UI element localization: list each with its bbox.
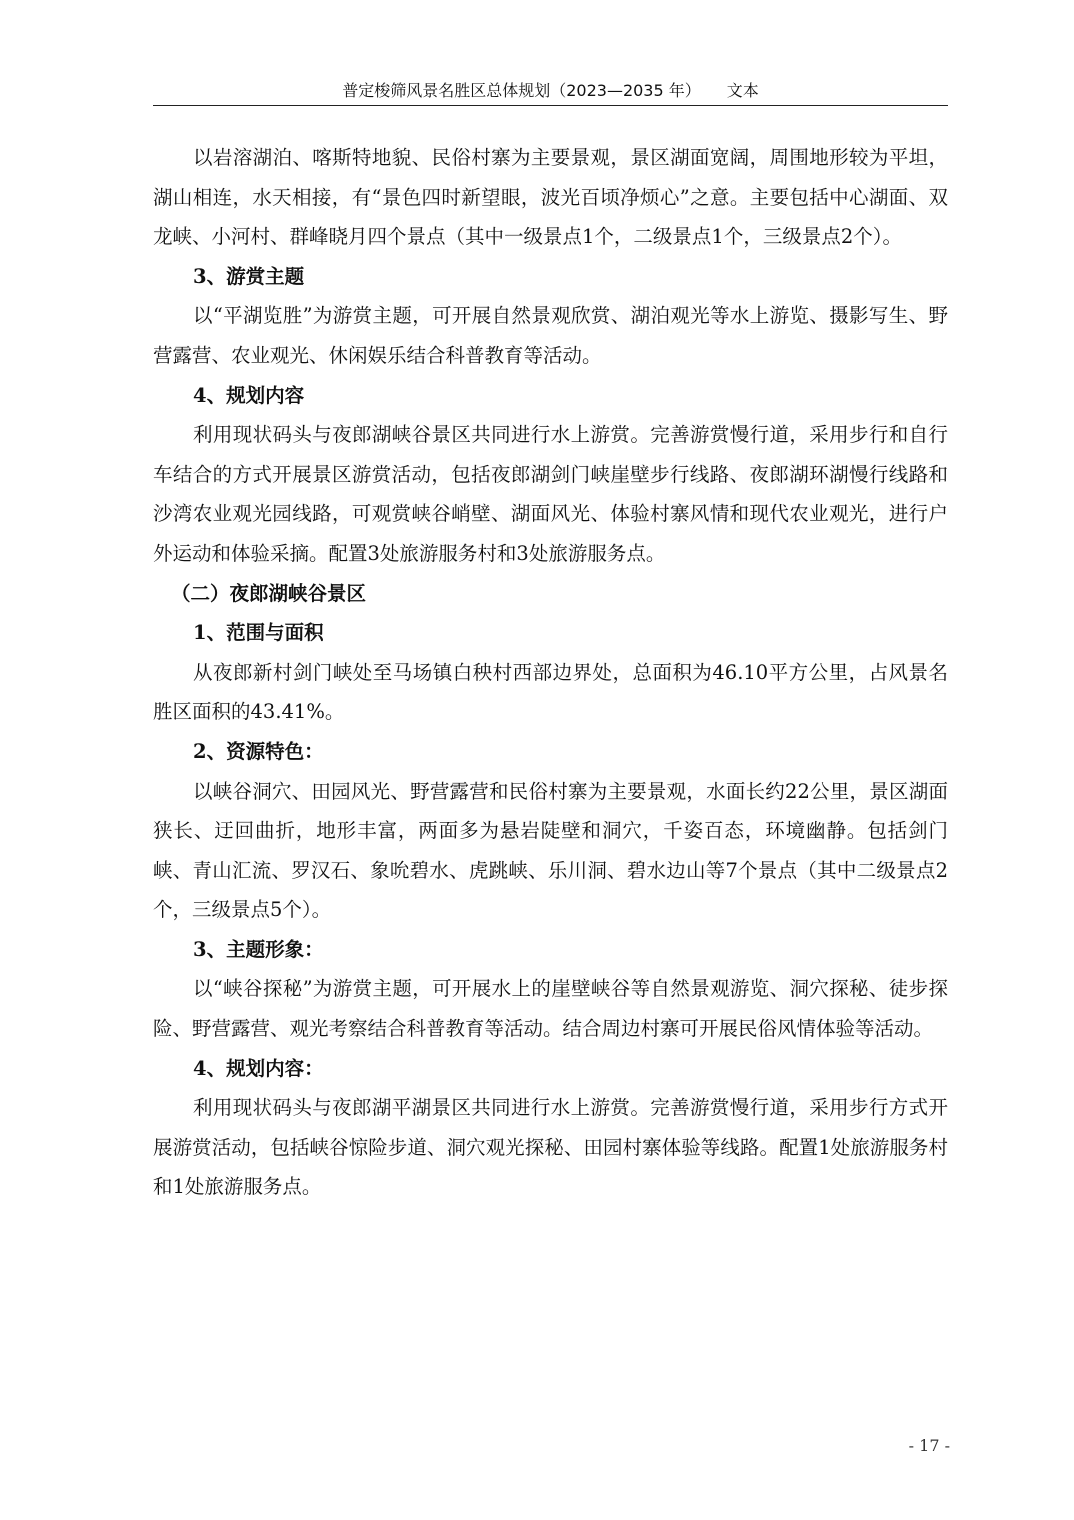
heading-resource-features: 2、资源特色：	[193, 739, 324, 763]
page-body	[153, 138, 948, 1207]
paragraph-scope-area: 从夜郎新村剑门峡处至马场镇白秧村西部边界处，总面积为46.10平方公里，占风景名胜区面积的43.41%。	[153, 660, 948, 724]
page-number: - 17 -	[908, 1436, 950, 1455]
paragraph-planning-content: 利用现状码头与夜郎湖峡谷景区共同进行水上游赏。完善游赏慢行道，采用步行和自行车结合的方式开展景区游赏活动，包括夜郎湖剑门峡崖壁步行线路、夜郎湖环湖慢行线路和沙湾农业观光园线路，可观赏峡谷峭壁、湖面风光、体验村寨风情和现代农业观光，进行户外运动和体验采摘。配置3处旅游服务村和3处旅游服务点。	[153, 423, 948, 565]
paragraph-tour-theme: 以“平湖览胜”为游赏主题，可开展自然景观欣赏、湖泊观光等水上游览、摄影写生、野营露营、农业观光、休闲娱乐结合科普教育等活动。	[153, 304, 948, 367]
header-title: 普定梭筛风景名胜区总体规划（2023—2035 年）	[342, 81, 701, 100]
paragraph-planning-content-2: 利用现状码头与夜郎湖平湖景区共同进行水上游赏。完善游赏慢行道，采用步行方式开展游赏活动，包括峡谷惊险步道、洞穴观光探秘、田园村寨体验等线路。配置1处旅游服务村和1处旅游服务点。	[153, 1096, 948, 1199]
running-header	[153, 80, 948, 106]
header-doc-type: 文本	[726, 81, 759, 100]
heading-scope-area: 1、范围与面积	[193, 621, 324, 645]
paragraph-theme-image: 以“峡谷探秘”为游赏主题，可开展水上的崖壁峡谷等自然景观游览、洞穴探秘、徒步探险、野营露营、观光考察结合科普教育等活动。结合周边村寨可开展民俗风情体验等活动。	[153, 977, 948, 1041]
heading-tour-theme: 3、游赏主题	[193, 264, 305, 288]
heading-planning-content-2: 4、规划内容：	[193, 1056, 324, 1080]
header-divider	[153, 105, 948, 106]
paragraph-landscape-intro: 以岩溶湖泊、喀斯特地貌、民俗村寨为主要景观，景区湖面宽阔，周围地形较为平坦，湖山相连，水天相接，有“景色四时新望眼，波光百顷净烦心”之意。主要包括中心湖面、双龙峡、小河村、群峰晓月四个景点（其中一级景点1个，二级景点1个，三级景点2个）。	[153, 146, 948, 249]
section-heading-canyon-area: （二）夜郎湖峡谷景区	[171, 581, 367, 605]
heading-theme-image: 3、主题形象：	[193, 937, 324, 961]
paragraph-resource-features: 以峡谷洞穴、田园风光、野营露营和民俗村寨为主要景观，水面长约22公里，景区湖面狭长、迂回曲折，地形丰富，两面多为悬岩陡壁和洞穴，千姿百态，环境幽静。包括剑门峡、青山汇流、罗汉石、象吮碧水、虎跳峡、乐川洞、碧水边山等7个景点（其中二级景点2个，三级景点5个）。	[153, 779, 948, 922]
heading-planning-content: 4、规划内容	[193, 383, 305, 407]
